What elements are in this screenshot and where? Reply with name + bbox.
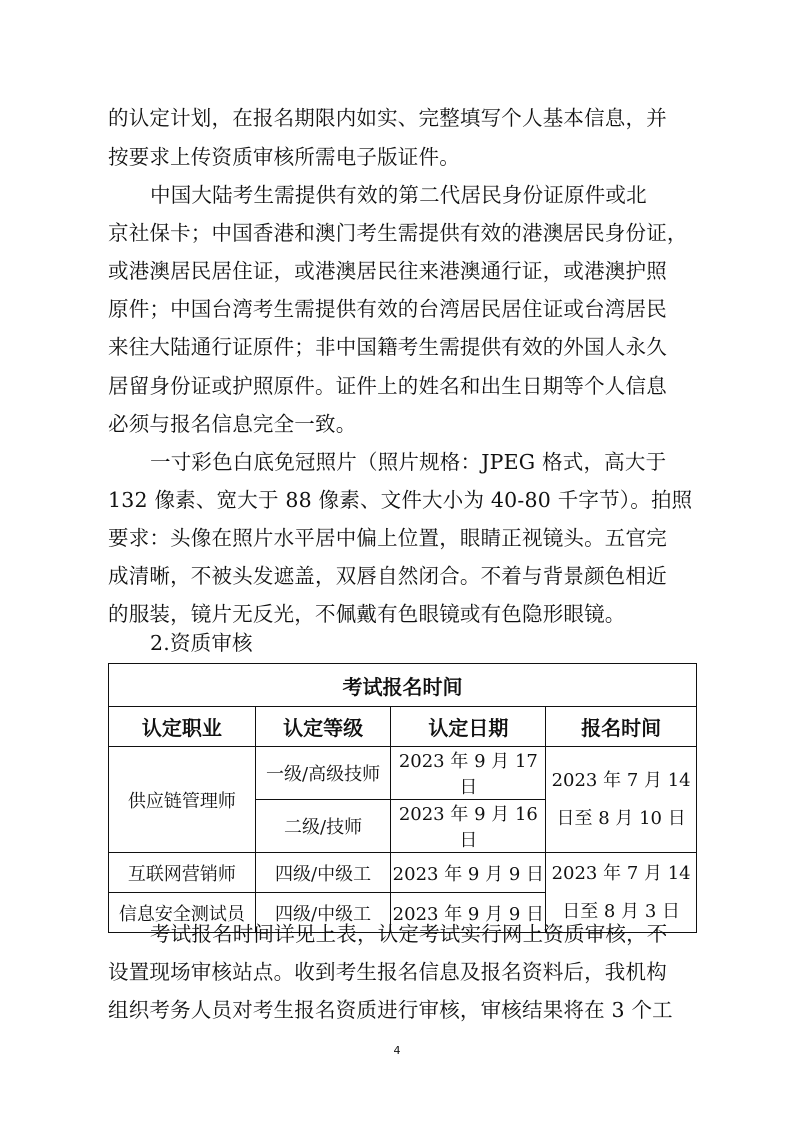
cell-period-line-2: 日至 8 月 3 日 — [562, 900, 680, 922]
paragraph-2-line-6: 居留身份证或护照原件。证件上的姓名和出生日期等个人信息 — [108, 374, 667, 398]
exam-schedule-table — [108, 663, 697, 933]
paragraph-2-line-4: 原件；中国台湾考生需提供有效的台湾居民居住证或台湾居民 — [108, 297, 667, 321]
paragraph-3-line-4: 成清晰，不被头发遮盖，双唇自然闭合。不着与背景颜色相近 — [108, 564, 667, 588]
cell-period-line-1: 2023 年 7 月 14 — [551, 769, 691, 791]
paragraph-1-line-1: 的认定计划，在报名期限内如实、完整填写个人基本信息，并 — [108, 106, 667, 130]
cell-occupation: 互联网营销师 — [109, 853, 256, 893]
cell-date: 2023 年 9 月 17 日 — [391, 747, 546, 800]
paragraph-1-line-2: 按要求上传资质审核所需电子版证件。 — [108, 145, 460, 169]
table-row — [109, 853, 697, 893]
cell-occupation: 信息安全测试员 — [109, 893, 256, 933]
section-heading: 2.资质审核 — [150, 631, 253, 655]
paragraph-2-line-2: 京社保卡；中国香港和澳门考生需提供有效的港澳居民身份证， — [108, 221, 688, 245]
cell-date: 2023 年 9 月 16 日 — [391, 800, 546, 853]
paragraph-4-line-3: 组织考务人员对考生报名资质进行审核，审核结果将在 3 个工 — [108, 998, 673, 1022]
paragraph-4-line-2: 设置现场审核站点。收到考生报名信息及报名资料后，我机构 — [108, 960, 667, 984]
cell-occupation: 供应链管理师 — [109, 747, 256, 853]
cell-period — [546, 747, 697, 853]
header-occupation: 认定职业 — [109, 707, 256, 747]
cell-level: 一级/高级技师 — [255, 747, 391, 800]
header-level: 认定等级 — [255, 707, 391, 747]
table-caption: 考试报名时间 — [109, 664, 697, 707]
paragraph-2-line-1: 中国大陆考生需提供有效的第二代居民身份证原件或北 — [150, 183, 647, 207]
header-period: 报名时间 — [546, 707, 697, 747]
cell-period-line-2: 日至 8 月 10 日 — [556, 807, 686, 829]
header-date: 认定日期 — [391, 707, 546, 747]
paragraph-3-line-5: 的服装，镜片无反光，不佩戴有色眼镜或有色隐形眼镜。 — [108, 602, 626, 626]
paragraph-2-line-5: 来往大陆通行证原件；非中国籍考生需提供有效的外国人永久 — [108, 335, 667, 359]
table-row — [109, 747, 697, 800]
paragraph-2-line-7: 必须与报名信息完全一致。 — [108, 412, 357, 436]
cell-level: 二级/技师 — [255, 800, 391, 853]
paragraph-4-line-1: 考试报名时间详见上表，认定考试实行网上资质审核，不 — [150, 922, 668, 946]
paragraph-3-line-1: 一寸彩色白底免冠照片（照片规格：JPEG 格式，高大于 — [150, 450, 667, 474]
cell-period-line-1: 2023 年 7 月 14 — [551, 862, 691, 884]
cell-level: 四级/中级工 — [255, 853, 391, 893]
cell-period — [546, 853, 697, 933]
page-number: 4 — [393, 1044, 401, 1057]
paragraph-3-line-3: 要求：头像在照片水平居中偏上位置，眼睛正视镜头。五官完 — [108, 526, 667, 550]
cell-date: 2023 年 9 月 9 日 — [391, 893, 546, 933]
paragraph-2-line-3: 或港澳居民居住证，或港澳居民往来港澳通行证，或港澳护照 — [108, 259, 667, 283]
paragraph-3-line-2: 132 像素、宽大于 88 像素、文件大小为 40-80 千字节）。拍照 — [108, 488, 693, 512]
cell-level: 四级/中级工 — [255, 893, 391, 933]
cell-date: 2023 年 9 月 9 日 — [391, 853, 546, 893]
